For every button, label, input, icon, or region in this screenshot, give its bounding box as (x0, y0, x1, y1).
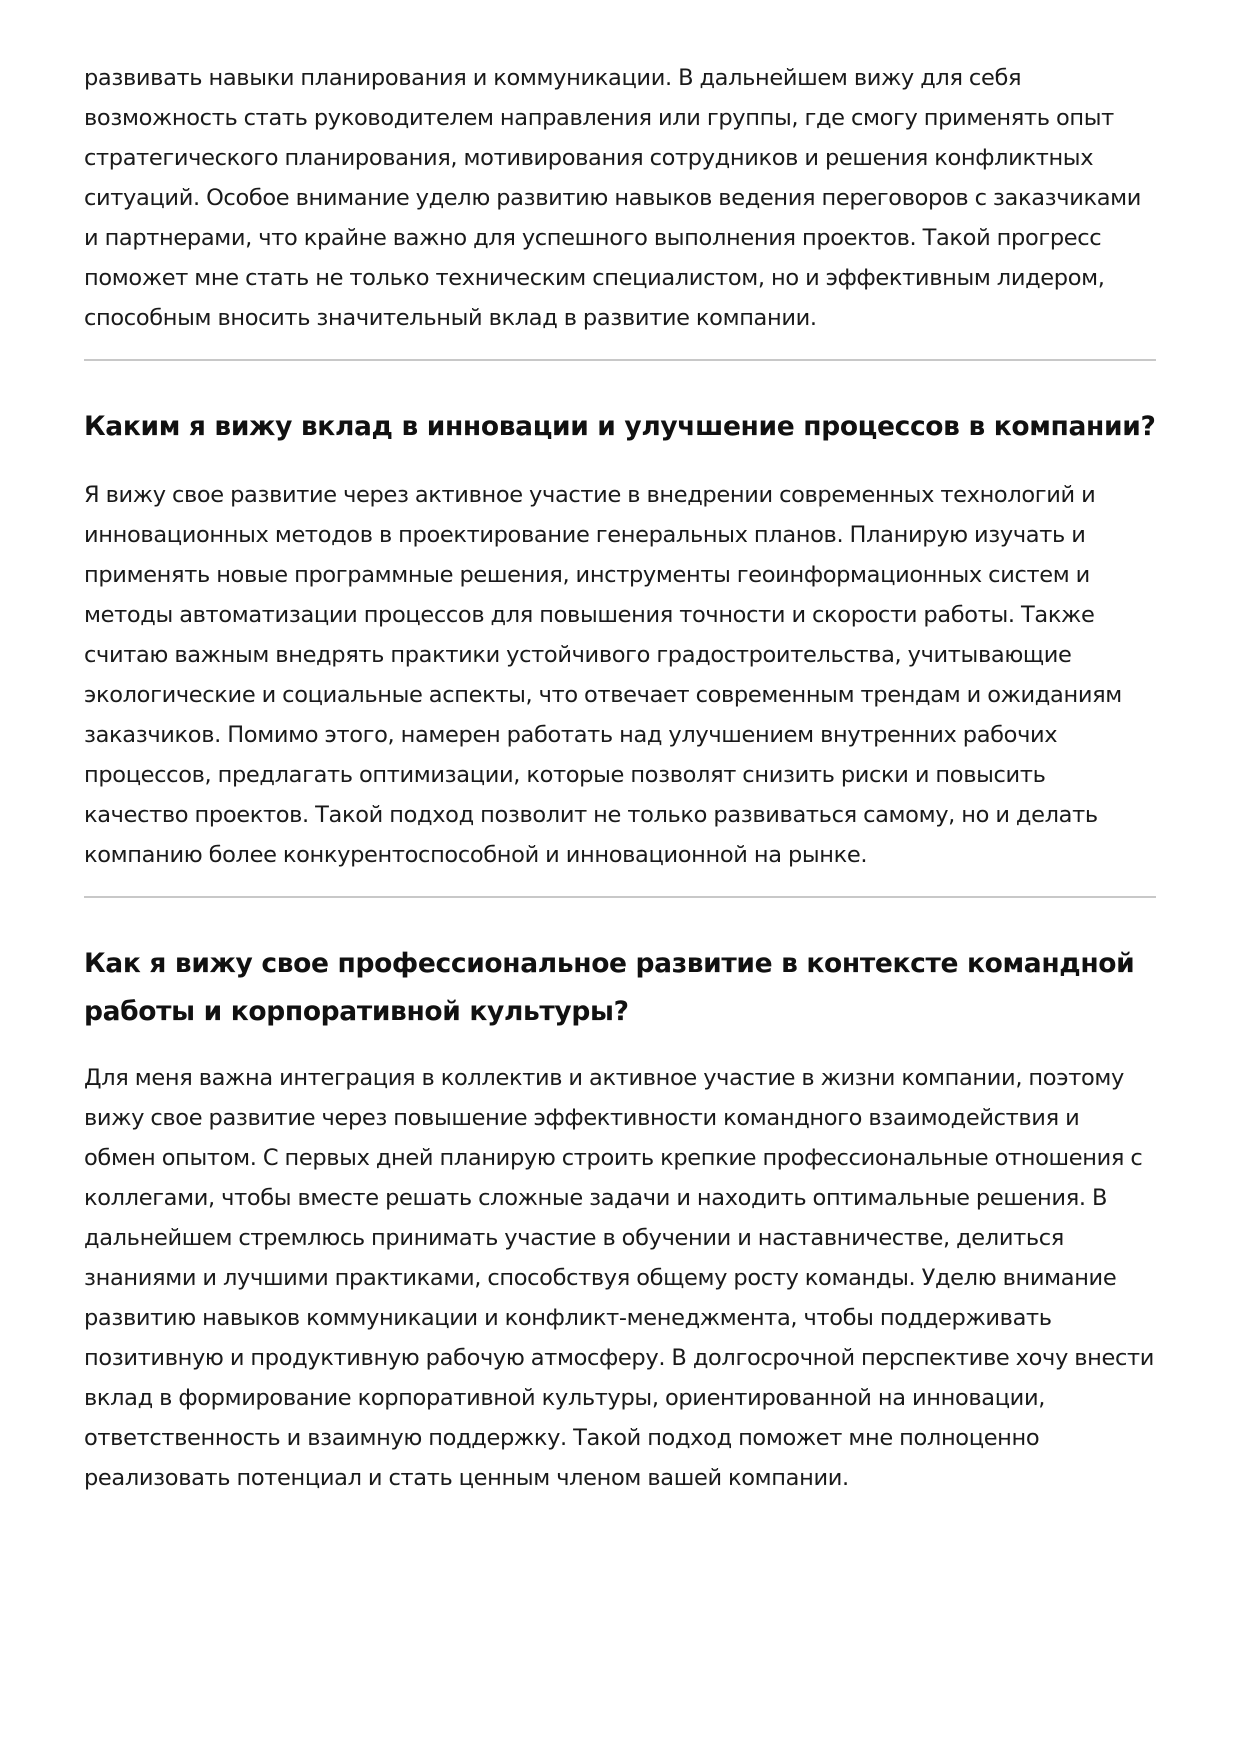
innovation-paragraph: Я вижу свое развитие через активное участие в внедрении современных технологий и инновационных методов в проектирование генеральных планов. Планирую изучать и применять новые программные решения, инструменты геоинформационных систем и методы автоматизации процессов для повышения точности и скорости работы. Также считаю важным внедрять практики устойчивого градостроительства, учитывающие экологические и социальные аспекты, что отвечает современным трендам и ожиданиям заказчиков. Помимо этого, намерен работать над улучшением внутренних рабочих процессов, предлагать оптимизации, которые позволят снизить риски и повысить качество проектов. Такой подход позволит не только развиваться самому, но и делать компанию более конкурентоспособной и инновационной на рынке. (84, 482, 1122, 868)
section-divider (84, 359, 1156, 361)
section-divider (84, 896, 1156, 898)
teamwork-heading: Как я вижу свое профессиональное развитие в контексте командной работы и корпоративной культуры? (84, 948, 1135, 1027)
innovation-heading: Каким я вижу вклад в инновации и улучшение процессов в компании? (84, 411, 1156, 442)
intro-paragraph: развивать навыки планирования и коммуникации. В дальнейшем вижу для себя возможность стать руководителем направления или группы, где смогу применять опыт стратегического планирования, мотивирования сотрудников и решения конфликтных ситуаций. Особое внимание уделю развитию навыков ведения переговоров с заказчиками и партнерами, что крайне важно для успешного выполнения проектов. Такой прогресс поможет мне стать не только техническим специалистом, но и эффективным лидером, способным вносить значительный вклад в развитие компании. (84, 65, 1142, 331)
document-page (84, 58, 1156, 1498)
teamwork-paragraph: Для меня важна интеграция в коллектив и активное участие в жизни компании, поэтому вижу свое развитие через повышение эффективности командного взаимодействия и обмен опытом. С первых дней планирую строить крепкие профессиональные отношения с коллегами, чтобы вместе решать сложные задачи и находить оптимальные решения. В дальнейшем стремлюсь принимать участие в обучении и наставничестве, делиться знаниями и лучшими практиками, способствуя общему росту команды. Уделю внимание развитию навыков коммуникации и конфликт-менеджмента, чтобы поддерживать позитивную и продуктивную рабочую атмосферу. В долгосрочной перспективе хочу внести вклад в формирование корпоративной культуры, ориентированной на инновации, ответственность и взаимную поддержку. Такой подход поможет мне полноценно реализовать потенциал и стать ценным членом вашей компании. (84, 1065, 1155, 1491)
